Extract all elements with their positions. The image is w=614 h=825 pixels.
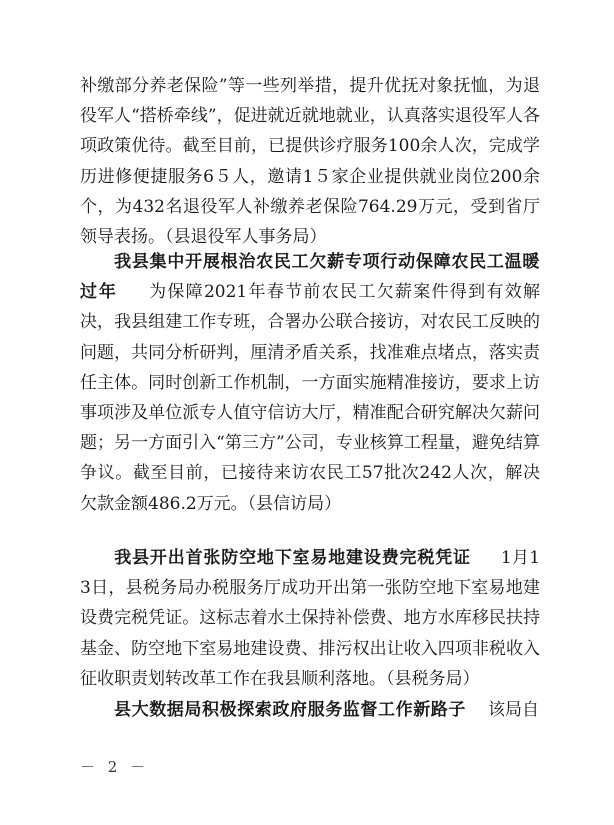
- paragraph-body: 1月13日，县税务局办税服务厅成功开出第一张防空地下室易地建设费完税凭证。这标志着水土保持补偿费、地方水库移民扶持基金、防空地下室易地建设费、排污权出让收入四项非税收入征收职责划转改革工作在我县顺利落地。（县税务局）: [80, 548, 541, 689]
- paragraph-headline: 我县集中开展根治农民工欠薪专项行动保障农民工温暖过年: [80, 252, 540, 303]
- paragraph-body: 该局自: [488, 700, 539, 720]
- paragraph-headline: 县大数据局积极探索政府服务监督工作新路子: [114, 700, 466, 720]
- paragraph-headline: 我县开出首张防空地下室易地建设费完税凭证: [114, 548, 471, 568]
- paragraph-wage-arrears: [80, 247, 540, 519]
- paragraph-body: 为保障2021年春节前农民工欠薪案件得到有效解决，我县组建工作专班，合署办公联合接访，对农民工反映的问题，共同分析研判，厘清矛盾关系，找准难点堵点，落实责任主体。同时创新工作机制，一方面实施精准接访，要求上访事项涉及单位派专人值守信访大厅，精准配合研究解决欠薪问题；另一方面引入“第三方”公司，专业核算工程量，避免结算争议。截至目前，已接待来访农民工57批次242人次，解决欠款金额486.2万元。（县信访局）: [80, 282, 540, 514]
- paragraph-veterans: [80, 71, 540, 252]
- page-number: － 2 －: [80, 758, 150, 776]
- paragraph-big-data: [80, 695, 540, 725]
- paragraph-tax-receipt: [80, 543, 540, 694]
- paragraph-body: 补缴部分养老保险”等一些列举措，提升优抚对象抚恤，为退役军人“搭桥牵线”，促进就近就地就业，认真落实退役军人各项政策优待。截至目前，已提供诊疗服务100余人次，完成学历进修便捷服务6５人，邀请1５家企业提供就业岗位200余个，为432名退役军人补缴养老保险764.29万元，受到省厅领导表扬。（县退役军人事务局）: [80, 76, 540, 248]
